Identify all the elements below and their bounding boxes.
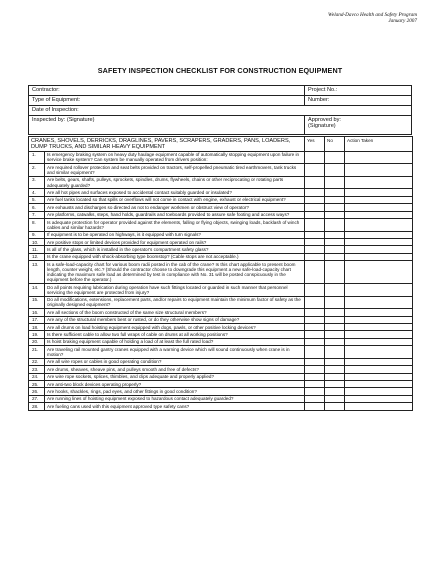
item-yes-cell[interactable]: [305, 261, 325, 284]
item-question: If equipment is to be operated on highways, is it equipped with turn signals?: [45, 231, 305, 238]
item-yes-cell[interactable]: [305, 316, 325, 323]
approved-by-label: Approved by:: [308, 117, 341, 123]
item-no-cell[interactable]: [325, 164, 345, 177]
page-title: SAFETY INSPECTION CHECKLIST FOR CONSTRUCTION EQUIPMENT: [97, 66, 343, 75]
item-question: Are all drums on load hoisting equipment equipped with dogs, pawls, or other positive locking devices?: [45, 324, 305, 331]
item-number: 10.: [29, 238, 45, 245]
checklist-row: [29, 395, 413, 402]
item-no-cell[interactable]: [325, 324, 345, 331]
item-yes-cell[interactable]: [305, 204, 325, 211]
checklist-row: [29, 238, 413, 245]
item-question: Is a safe-load-capacity chart for various boom radii posted in the cab of the crane? Is this chart applicable to present boom length, counter weight, etc.? (Should the contractor choose to downgrade this equipment a new safe-load-capacity chart indicating the maximum safe load as determined by test in compliance with No. 31 will be posted conspicuously in the equipment before the operator.): [45, 261, 305, 284]
item-action-cell[interactable]: [345, 324, 413, 331]
item-number: 18.: [29, 324, 45, 331]
checklist-row: [29, 381, 413, 388]
project-no-field[interactable]: Project No.:: [308, 87, 338, 93]
organization-program: Weland-Davco Health and Safety Program: [328, 12, 417, 18]
item-action-cell[interactable]: [345, 261, 413, 284]
item-no-cell[interactable]: [325, 346, 345, 359]
item-no-cell[interactable]: [325, 366, 345, 373]
item-no-cell[interactable]: [325, 204, 345, 211]
item-no-cell[interactable]: [325, 373, 345, 380]
item-question: Are belts, gears, shafts, pulleys, sprockets, spindles, drums, flywheels, chains or other reciprocating or rotating parts adequately guarded?: [45, 176, 305, 189]
item-question: Are running lines of hoisting equipment exposed to hazardous contact adequately guarded?: [45, 395, 305, 402]
item-number: 2.: [29, 164, 45, 177]
item-no-cell[interactable]: [325, 211, 345, 218]
date-of-inspection-field[interactable]: Date of Inspection:: [32, 107, 79, 113]
checklist-row: [29, 366, 413, 373]
header-date: January 2007: [388, 18, 417, 25]
item-action-cell[interactable]: [345, 253, 413, 260]
item-yes-cell[interactable]: [305, 324, 325, 331]
equipment-type-field[interactable]: Type of Equipment:: [29, 96, 305, 105]
item-yes-cell[interactable]: [305, 246, 325, 253]
item-no-cell[interactable]: [325, 261, 345, 284]
item-question: Are anti-two block devices operating properly?: [45, 381, 305, 388]
form-row-equipment: [29, 96, 411, 106]
item-question: Is all of the glass, which is installed in the operator's compartment safety glass?: [45, 246, 305, 253]
item-action-cell[interactable]: [345, 238, 413, 245]
item-action-cell[interactable]: [345, 151, 413, 164]
checklist-row: [29, 309, 413, 316]
item-no-cell[interactable]: [325, 253, 345, 260]
item-action-cell[interactable]: [345, 284, 413, 297]
item-number: 25.: [29, 381, 45, 388]
item-number: 27.: [29, 395, 45, 402]
item-question: Is emergency braking system on heavy duty haulage equipment capable of automatically stopping equipment upon failure in service brake system? Can system be manually operated from drivers position:: [45, 151, 305, 164]
item-question: Are drums, sheaves, sheave pins, and pulleys smooth and free of defects?: [45, 366, 305, 373]
item-no-cell[interactable]: [325, 284, 345, 297]
checklist-row: [29, 373, 413, 380]
checklist-row: [29, 246, 413, 253]
item-question: Are all sections of the boom constructed of the same size structural members?: [45, 309, 305, 316]
item-yes-cell[interactable]: [305, 373, 325, 380]
col-no: No: [325, 137, 345, 152]
item-action-cell[interactable]: [345, 373, 413, 380]
col-action-taken: Action Taken: [345, 137, 413, 152]
checklist-row: [29, 324, 413, 331]
contractor-field[interactable]: Contractor:: [29, 86, 305, 95]
item-yes-cell[interactable]: [305, 395, 325, 402]
item-number: 23.: [29, 366, 45, 373]
item-yes-cell[interactable]: [305, 284, 325, 297]
item-no-cell[interactable]: [325, 309, 345, 316]
item-number: 1.: [29, 151, 45, 164]
item-question: Do all points requiring lubrication during operation have such fittings located or guarded in such manner that personnel servicing the equipment are protected from injury?: [45, 284, 305, 297]
item-yes-cell[interactable]: [305, 231, 325, 238]
item-action-cell[interactable]: [345, 218, 413, 231]
item-action-cell[interactable]: [345, 231, 413, 238]
item-no-cell[interactable]: [325, 238, 345, 245]
item-number: 19.: [29, 331, 45, 338]
item-yes-cell[interactable]: [305, 296, 325, 309]
checklist-row: [29, 296, 413, 309]
item-action-cell[interactable]: [345, 358, 413, 365]
item-action-cell[interactable]: [345, 296, 413, 309]
item-action-cell[interactable]: [345, 204, 413, 211]
item-number: 11.: [29, 246, 45, 253]
form-row-contractor: [29, 86, 411, 96]
item-action-cell[interactable]: [345, 246, 413, 253]
item-no-cell[interactable]: [325, 316, 345, 323]
item-number: 8.: [29, 218, 45, 231]
item-yes-cell[interactable]: [305, 151, 325, 164]
item-no-cell[interactable]: [325, 218, 345, 231]
item-question: Are all wire ropes or cables in good operating condition?: [45, 358, 305, 365]
item-number: 6.: [29, 204, 45, 211]
item-question: Is the crane equipped with shock-absorbing type boomstop? (Cable stops are not acceptable.): [45, 253, 305, 260]
item-yes-cell[interactable]: [305, 381, 325, 388]
item-number: 15.: [29, 296, 45, 309]
item-number: 9.: [29, 231, 45, 238]
checklist-row: [29, 176, 413, 189]
item-number: 28.: [29, 403, 45, 410]
item-number: 5.: [29, 196, 45, 203]
item-action-cell[interactable]: [345, 395, 413, 402]
item-no-cell[interactable]: [325, 296, 345, 309]
approved-by-field[interactable]: [305, 116, 411, 134]
item-yes-cell[interactable]: [305, 253, 325, 260]
item-number: 22.: [29, 358, 45, 365]
checklist-row: [29, 358, 413, 365]
item-action-cell[interactable]: [345, 196, 413, 203]
col-yes: Yes: [305, 137, 325, 152]
item-number: 7.: [29, 211, 45, 218]
item-number: 12.: [29, 253, 45, 260]
item-action-cell[interactable]: [345, 366, 413, 373]
item-yes-cell[interactable]: [305, 176, 325, 189]
item-number: 4.: [29, 189, 45, 196]
item-action-cell[interactable]: [345, 403, 413, 410]
item-action-cell[interactable]: [345, 189, 413, 196]
item-number: 20.: [29, 338, 45, 345]
item-no-cell[interactable]: [325, 189, 345, 196]
checklist-row: [29, 253, 413, 260]
checklist-row: [29, 189, 413, 196]
checklist-row: [29, 388, 413, 395]
item-no-cell[interactable]: [325, 196, 345, 203]
item-yes-cell[interactable]: [305, 403, 325, 410]
checklist-table: [28, 136, 413, 411]
item-yes-cell[interactable]: [305, 238, 325, 245]
item-action-cell[interactable]: [345, 338, 413, 345]
item-action-cell[interactable]: [345, 346, 413, 359]
item-yes-cell[interactable]: [305, 309, 325, 316]
item-yes-cell[interactable]: [305, 189, 325, 196]
item-no-cell[interactable]: [325, 403, 345, 410]
checklist-row: [29, 284, 413, 297]
item-question: Are wire rope sockets, splices, thimbles, and clips adequate and properly applied?: [45, 373, 305, 380]
item-yes-cell[interactable]: [305, 196, 325, 203]
checklist-row: [29, 204, 413, 211]
checklist-row: [29, 151, 413, 164]
checklist-row: [29, 196, 413, 203]
item-question: Are fueling cans used with this equipment approved type safety cans?: [45, 403, 305, 410]
checklist-row: [29, 261, 413, 284]
item-action-cell[interactable]: [345, 164, 413, 177]
item-yes-cell[interactable]: [305, 358, 325, 365]
item-action-cell[interactable]: [345, 381, 413, 388]
item-question: Are all hot pipes and surfaces exposed to accidental contact suitably guarded or insulated?: [45, 189, 305, 196]
approved-signature-label: (Signature): [308, 123, 336, 130]
item-question: Are hooks, shackles, rings, pad eyes, and other fittings in good condition?: [45, 388, 305, 395]
equipment-category: CRANES, SHOVELS, DERRICKS, DRAGLINES, PAVERS, SCRAPERS, GRADERS, PANS, LOADERS, DUMP TRUCKS, AND SIMILAR HEAVY EQUIPMENT: [29, 137, 305, 152]
item-question: Are fuel tanks located so that spills or overflows will not come in contact with engine, exhaust or electrical equipment?: [45, 196, 305, 203]
item-no-cell[interactable]: [325, 151, 345, 164]
item-no-cell[interactable]: [325, 388, 345, 395]
item-yes-cell[interactable]: [305, 366, 325, 373]
item-no-cell[interactable]: [325, 331, 345, 338]
checklist-header-row: [29, 137, 413, 152]
item-number: 21.: [29, 346, 45, 359]
checklist-row: [29, 218, 413, 231]
item-no-cell[interactable]: [325, 338, 345, 345]
checklist-row: [29, 316, 413, 323]
item-yes-cell[interactable]: [305, 331, 325, 338]
item-number: 24.: [29, 373, 45, 380]
item-yes-cell[interactable]: [305, 338, 325, 345]
item-question: Is adequate protection for operator provided against the elements, falling or flying objects, swinging loads, backlash of winch cables and similar hazards?: [45, 218, 305, 231]
item-question: Are any of the structural members bent or rusted, or do they otherwise show signs of damage?: [45, 316, 305, 323]
form-row-date: [29, 106, 411, 116]
item-number: 26.: [29, 388, 45, 395]
item-action-cell[interactable]: [345, 316, 413, 323]
checklist-row: [29, 211, 413, 218]
item-question: Are platforms, catwalks, steps, hand holds, guardrails and toeboards provided to assure safe footing and access ways?: [45, 211, 305, 218]
item-yes-cell[interactable]: [305, 211, 325, 218]
checklist-row: [29, 231, 413, 238]
item-no-cell[interactable]: [325, 231, 345, 238]
item-no-cell[interactable]: [325, 381, 345, 388]
item-yes-cell[interactable]: [305, 218, 325, 231]
inspection-form: [28, 85, 412, 135]
item-no-cell[interactable]: [325, 246, 345, 253]
item-action-cell[interactable]: [345, 388, 413, 395]
item-question: Are positive stops or limited devices provided for equipment operated on rails?: [45, 238, 305, 245]
item-question: Is hoist braking equipment capable of holding a load of at least the full rated load?: [45, 338, 305, 345]
checklist-row: [29, 338, 413, 345]
item-question: Are exhausts and discharges so directed as not to endanger workmen or obstruct view of operator?: [45, 204, 305, 211]
item-action-cell[interactable]: [345, 309, 413, 316]
item-number: 14.: [29, 284, 45, 297]
checklist-row: [29, 403, 413, 410]
item-yes-cell[interactable]: [305, 164, 325, 177]
item-action-cell[interactable]: [345, 331, 413, 338]
item-question: Is there sufficient cable to allow two full wraps of cable on drums at all working positions?: [45, 331, 305, 338]
item-question: Do all modifications, extensions, replacement parts, and/or repairs to equipment maintain the minimum factor of safety as the originally designed equipment?: [45, 296, 305, 309]
item-question: Are traveling rail mounted gantry cranes equipped with a warning device which will sound continuously when crane is in motion?: [45, 346, 305, 359]
checklist-row: [29, 346, 413, 359]
item-action-cell[interactable]: [345, 211, 413, 218]
item-question: Are required rollover protection and seat belts provided on tractors, self-propelled pneumatic tired earthmovers, tank trucks and similar equipment?: [45, 164, 305, 177]
document-header: [328, 12, 417, 25]
item-number: 17.: [29, 316, 45, 323]
item-yes-cell[interactable]: [305, 388, 325, 395]
item-no-cell[interactable]: [325, 395, 345, 402]
item-number: 16.: [29, 309, 45, 316]
checklist-row: [29, 331, 413, 338]
item-yes-cell[interactable]: [305, 346, 325, 359]
item-no-cell[interactable]: [325, 176, 345, 189]
checklist-row: [29, 164, 413, 177]
item-number: 3.: [29, 176, 45, 189]
item-no-cell[interactable]: [325, 358, 345, 365]
number-field[interactable]: Number:: [308, 97, 330, 103]
form-row-signatures: [29, 116, 411, 134]
item-number: 13.: [29, 261, 45, 284]
item-action-cell[interactable]: [345, 176, 413, 189]
inspected-by-field[interactable]: Inspected by: (Signature): [29, 116, 305, 134]
